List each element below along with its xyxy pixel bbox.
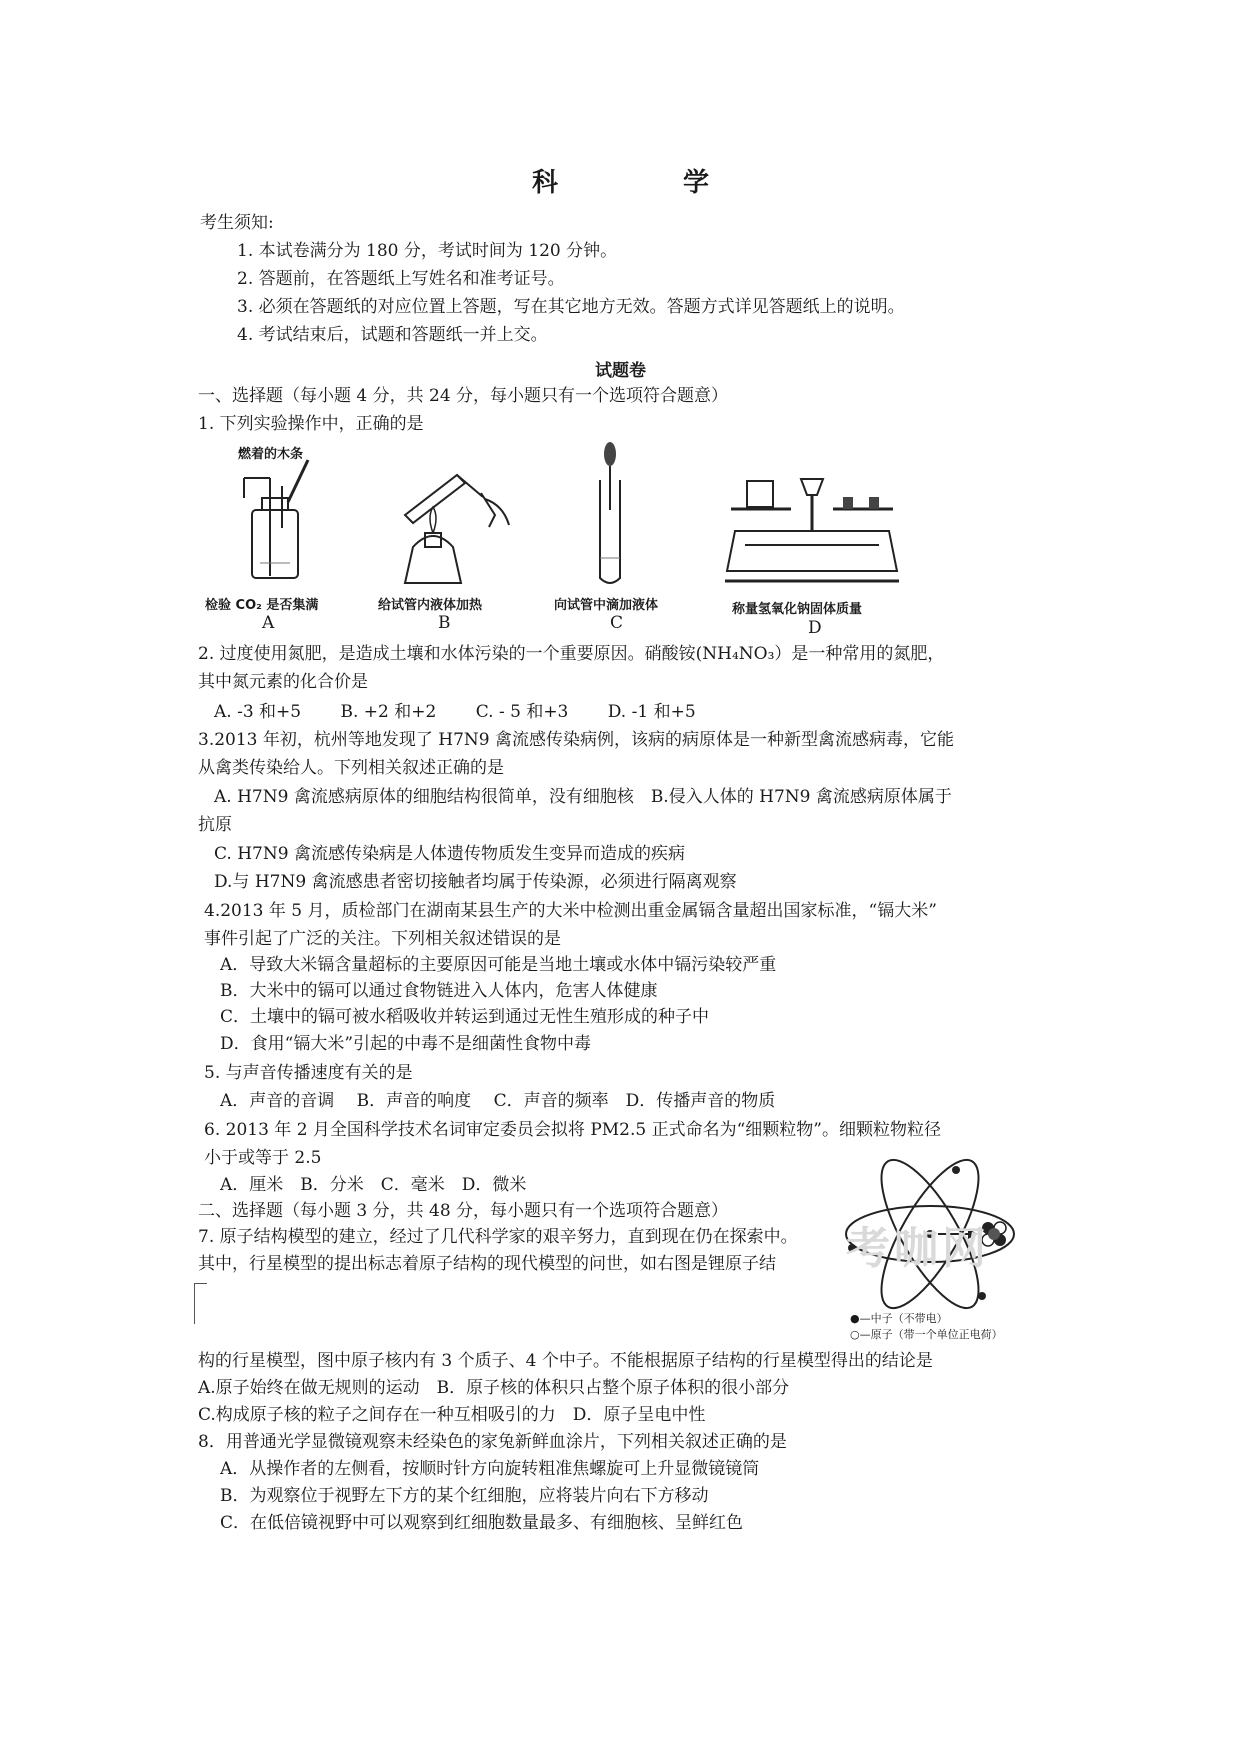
question-8-stem: 8．用普通光学显微镜观察未经染色的家兔新鲜血涂片，下列相关叙述正确的是: [198, 1432, 787, 1452]
question-4-stem-cont: 事件引起了广泛的关注。下列相关叙述错误的是: [204, 929, 561, 949]
question-7-stem: 7. 原子结构模型的建立，经过了几代科学家的艰辛努力，直到现在仍在探索中。: [198, 1227, 798, 1247]
question-5-options: A．声音的音调 B．声音的响度 C．声音的频率 D．传播声音的物质: [220, 1091, 776, 1111]
neutron-legend: ●—中子（不带电）: [850, 1312, 948, 1325]
question-2-stem: 2. 过度使用氮肥，是造成土壤和水体污染的一个重要原因。硝酸铵(NH₄NO₃）是一种常用的氮肥，: [198, 644, 945, 664]
figure-d-caption: 称量氢氧化钠固体质量: [732, 602, 863, 617]
section-heading-2: 二、选择题（每小题 3 分，共 48 分，每小题只有一个选项符合题意）: [198, 1201, 729, 1221]
question-4-option-d: D．食用“镉大米”引起的中毒不是细菌性食物中毒: [220, 1034, 592, 1054]
paper-subtitle: 试题卷: [595, 361, 646, 381]
scan-corner-mark: [194, 1283, 207, 1324]
question-6-stem: 6. 2013 年 2 月全国科学技术名词审定委员会拟将 PM2.5 正式命名为“细颗粒物”。细颗粒物粒径: [204, 1120, 941, 1140]
watermark: 考咖网: [846, 1223, 990, 1274]
notice-item: 4. 考试结束后，试题和答题纸一并上交。: [237, 325, 548, 345]
question-7-option-ab: A.原子始终在做无规则的运动 B．原子核的体积只占整个原子体积的很小部分: [198, 1378, 790, 1398]
figure-a-caption: 检验 CO₂ 是否集满: [205, 598, 319, 613]
question-8-option-a: A．从操作者的左侧看，按顺时针方向旋转粗准焦螺旋可上升显微镜镜筒: [220, 1459, 760, 1479]
question-2-stem-cont: 其中氮元素的化合价是: [198, 672, 368, 692]
figure-a-letter: A: [262, 613, 275, 633]
question-3-option-ab: A. H7N9 禽流感病原体的细胞结构很简单，没有细胞核 B.侵入人体的 H7N9 禽流感病原体属于: [214, 787, 952, 807]
question-3-stem: 3.2013 年初，杭州等地发现了 H7N9 禽流感传染病例，该病的病原体是一种新型禽流感病毒，它能: [198, 730, 955, 750]
figure-c-letter: C: [610, 613, 624, 633]
question-6-options: A．厘米 B．分米 C．毫米 D．微米: [220, 1175, 527, 1195]
dropper-tube-figure: [590, 440, 630, 590]
burning-stick-label: 燃着的木条: [238, 447, 304, 462]
section-heading-1: 一、选择题（每小题 4 分，共 24 分，每小题只有一个选项符合题意）: [198, 386, 729, 406]
notice-item: 2. 答题前，在答题纸上写姓名和准考证号。: [237, 269, 565, 289]
notice-item: 1. 本试卷满分为 180 分，考试时间为 120 分钟。: [237, 241, 618, 261]
figure-d-letter: D: [808, 618, 822, 638]
question-3-stem-cont: 从禽类传染给人。下列相关叙述正确的是: [198, 758, 504, 778]
question-4-option-b: B．大米中的镉可以通过食物链进入人体内，危害人体健康: [220, 981, 658, 1001]
question-3-option-c: C. H7N9 禽流感传染病是人体遗传物质发生变异而造成的疾病: [214, 844, 685, 864]
figure-b-caption: 给试管内液体加热: [378, 598, 483, 613]
question-7-stem-cont: 其中，行星模型的提出标志着原子结构的现代模型的问世，如右图是锂原子结: [198, 1254, 776, 1274]
figure-c-caption: 向试管中滴加液体: [554, 598, 659, 613]
question-4-option-c: C．土壤中的镉可被水稻吸收并转运到通过无性生殖形成的种子中: [220, 1007, 710, 1027]
question-1-stem: 1. 下列实验操作中，正确的是: [198, 414, 424, 434]
question-8-option-c: C．在低倍镜视野中可以观察到红细胞数量最多、有细胞核、呈鲜红色: [220, 1513, 744, 1533]
notice-item: 3. 必须在答题纸的对应位置上答题，写在其它地方无效。答题方式详见答题纸上的说明。: [237, 297, 905, 317]
notice-heading: 考生须知:: [200, 213, 274, 233]
question-7-option-cd: C.构成原子核的粒子之间存在一种互相吸引的力 D．原子呈电中性: [198, 1405, 706, 1425]
question-6-stem-cont: 小于或等于 2.5: [204, 1148, 322, 1168]
question-7-stem-cont: 构的行星模型，图中原子核内有 3 个质子、4 个中子。不能根据原子结构的行星模型得出的结论是: [198, 1351, 933, 1371]
question-2-options: A. -3 和+5 B. +2 和+2 C. - 5 和+3 D. -1 和+5: [214, 702, 696, 722]
question-8-option-b: B．为观察位于视野左下方的某个红细胞，应将装片向右下方移动: [220, 1486, 709, 1506]
question-3-option-b-cont: 抗原: [198, 815, 232, 835]
heating-tube-figure: [385, 455, 515, 590]
question-4-stem: 4.2013 年 5 月，质检部门在湖南某县生产的大米中检测出重金属镉含量超出国家标准，“镉大米”: [204, 901, 937, 921]
balance-figure: [725, 475, 900, 590]
question-3-option-d: D.与 H7N9 禽流感患者密切接触者均属于传染源，必须进行隔离观察: [214, 872, 737, 892]
proton-legend: ○—原子（带一个单位正电荷）: [850, 1328, 1003, 1341]
page-title: 科 学: [531, 168, 768, 198]
question-4-option-a: A．导致大米镉含量超标的主要原因可能是当地土壤或水体中镉污染较严重: [220, 955, 777, 975]
question-5-stem: 5. 与声音传播速度有关的是: [204, 1063, 413, 1083]
gas-bottle-figure: [230, 458, 320, 588]
figure-b-letter: B: [438, 613, 451, 633]
